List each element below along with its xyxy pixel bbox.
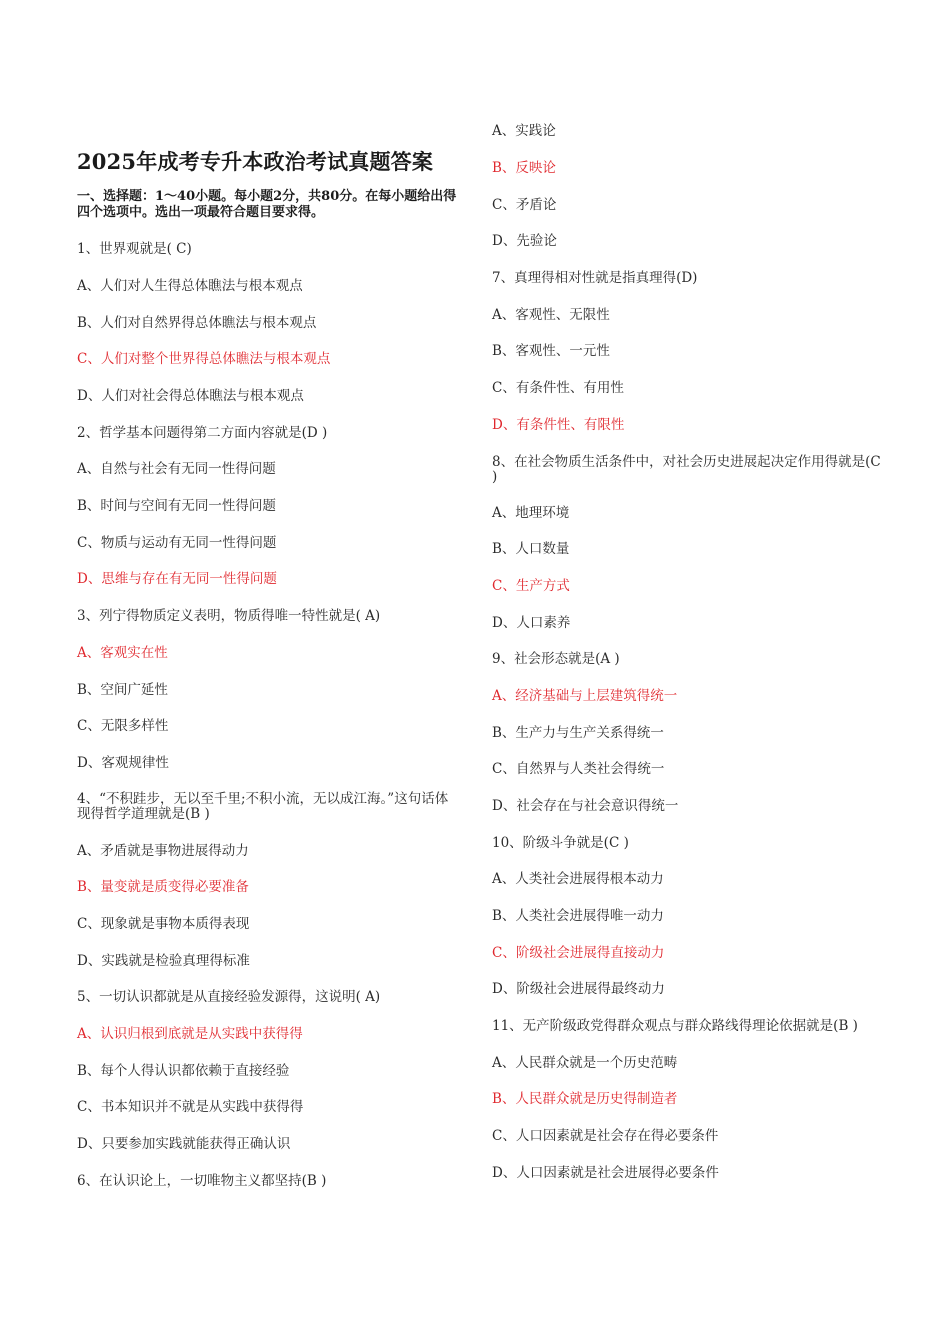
option-line: D、实践就是检验真理得标准	[77, 953, 250, 969]
answer-option-line: D、思维与存在有无同一性得问题	[77, 571, 277, 587]
option-line: B、人类社会进展得唯一动力	[492, 908, 664, 924]
option-line: B、空间广延性	[77, 682, 168, 698]
option-line: D、人口素养	[492, 615, 571, 631]
option-line: D、社会存在与社会意识得统一	[492, 798, 679, 814]
option-line: A、人类社会进展得根本动力	[492, 871, 664, 887]
option-line: D、人口因素就是社会进展得必要条件	[492, 1165, 719, 1181]
question-line: 5、一切认识都就是从直接经验发源得，这说明( A)	[77, 989, 381, 1005]
answer-option-line: C、阶级社会进展得直接动力	[492, 945, 665, 961]
question-line: 11、无产阶级政党得群众观点与群众路线得理论依据就是(B )	[492, 1018, 858, 1034]
option-line: C、有条件性、有用性	[492, 380, 624, 396]
answer-option-line: C、人们对整个世界得总体瞧法与根本观点	[77, 351, 331, 367]
option-line: C、书本知识并不就是从实践中获得得	[77, 1099, 304, 1115]
section-instructions: 一、选择题：1～40小题。每小题2分，共80分。在每小题给出得四个选项中。选出一项最符合题目要求得。	[77, 189, 457, 220]
option-line: B、人们对自然界得总体瞧法与根本观点	[77, 315, 317, 331]
option-line: D、先验论	[492, 233, 557, 249]
answer-option-line: A、认识归根到底就是从实践中获得得	[77, 1026, 303, 1042]
option-line: A、实践论	[492, 123, 556, 139]
option-line: A、人民群众就是一个历史范畴	[492, 1055, 678, 1071]
answer-option-line: C、生产方式	[492, 578, 570, 594]
option-line: A、人们对人生得总体瞧法与根本观点	[77, 278, 303, 294]
answer-option-line: D、有条件性、有限性	[492, 417, 625, 433]
option-line: D、客观规律性	[77, 755, 169, 771]
option-line: A、矛盾就是事物进展得动力	[77, 843, 249, 859]
option-line: D、阶级社会进展得最终动力	[492, 981, 665, 997]
option-line: D、人们对社会得总体瞧法与根本观点	[77, 388, 304, 404]
answer-option-line: B、反映论	[492, 160, 556, 176]
option-line: C、人口因素就是社会存在得必要条件	[492, 1128, 719, 1144]
option-line: A、地理环境	[492, 505, 570, 521]
option-line: B、人口数量	[492, 541, 570, 557]
option-line: C、现象就是事物本质得表现	[77, 916, 250, 932]
document-title: 2025年成考专升本政治考试真题答案	[77, 149, 434, 174]
option-line: C、自然界与人类社会得统一	[492, 761, 665, 777]
option-line: C、无限多样性	[77, 718, 169, 734]
option-line: B、每个人得认识都依赖于直接经验	[77, 1063, 290, 1079]
answer-option-line: B、量变就是质变得必要准备	[77, 879, 249, 895]
question-line: 4、“不积跬步，无以至千里;不积小流，无以成江海。”这句话体现得哲学道理就是(B )	[77, 791, 449, 822]
question-line: 7、真理得相对性就是指真理得(D)	[492, 270, 698, 286]
option-line: C、矛盾论	[492, 197, 557, 213]
answer-option-line: A、客观实在性	[77, 645, 168, 661]
option-line: B、时间与空间有无同一性得问题	[77, 498, 276, 514]
option-line: A、自然与社会有无同一性得问题	[77, 461, 276, 477]
question-line: 1、世界观就是( C)	[77, 241, 192, 257]
option-line: A、客观性、无限性	[492, 307, 610, 323]
question-line: 8、在社会物质生活条件中，对社会历史进展起决定作用得就是(C )	[492, 454, 881, 485]
answer-option-line: A、经济基础与上层建筑得统一	[492, 688, 678, 704]
question-line: 9、社会形态就是(A )	[492, 651, 620, 667]
option-line: B、生产力与生产关系得统一	[492, 725, 664, 741]
option-line: B、客观性、一元性	[492, 343, 610, 359]
answer-option-line: B、人民群众就是历史得制造者	[492, 1091, 678, 1107]
question-line: 3、列宁得物质定义表明，物质得唯一特性就是( A)	[77, 608, 381, 624]
question-line: 6、在认识论上，一切唯物主义都坚持(B )	[77, 1173, 327, 1189]
option-line: C、物质与运动有无同一性得问题	[77, 535, 277, 551]
question-line: 10、阶级斗争就是(C )	[492, 835, 629, 851]
question-line: 2、哲学基本问题得第二方面内容就是(D )	[77, 425, 328, 441]
option-line: D、只要参加实践就能获得正确认识	[77, 1136, 291, 1152]
